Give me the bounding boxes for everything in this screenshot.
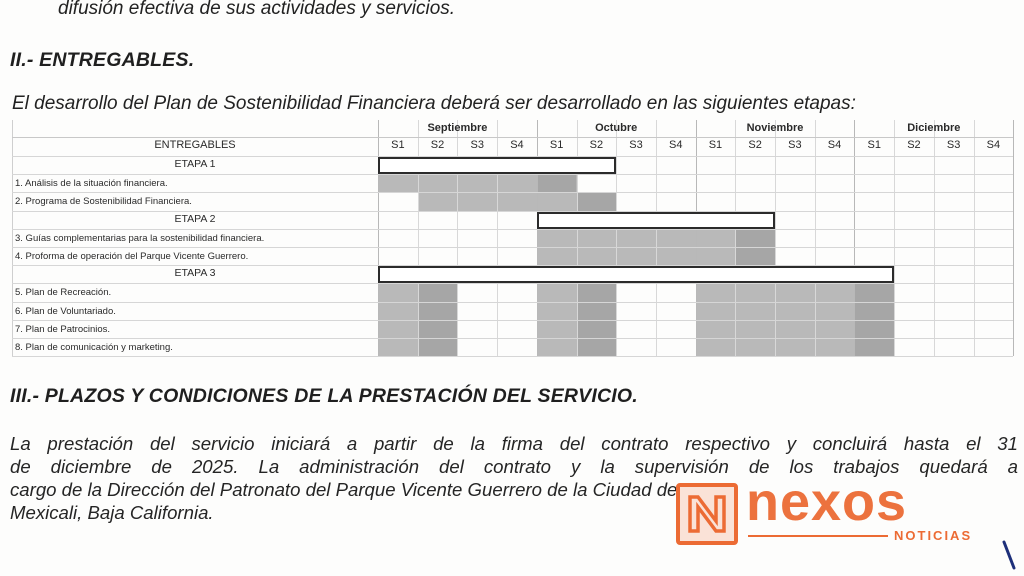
paragraph-line: de diciembre de 2025. La administración del contrato y la supervisión de los trabajos quedará a [10, 456, 1018, 477]
week-header: S4 [986, 139, 1001, 151]
intro-sentence: El desarrollo del Plan de Sostenibilidad Financiera deberá ser desarrollado en las siguientes etapas: [12, 93, 856, 114]
week-header: S4 [827, 139, 842, 151]
task-bar-end [577, 338, 617, 357]
deliverable-label: 8. Plan de comunicación y marketing. [15, 342, 173, 353]
grid-line [12, 192, 1013, 193]
nexos-watermark-logo [676, 472, 982, 547]
grid-line [12, 320, 1013, 321]
task-bar-end [854, 302, 894, 321]
task-bar-end [735, 229, 775, 248]
week-header: S1 [391, 139, 405, 151]
month-header: Diciembre [907, 122, 961, 134]
grid-line [12, 137, 1013, 138]
stage-bar [378, 266, 894, 283]
task-bar-end [735, 247, 775, 266]
grid-line [1013, 120, 1014, 356]
grid-line [12, 229, 1013, 230]
task-bar-end [418, 302, 458, 321]
deliverable-label: 2. Programa de Sostenibilidad Financiera. [15, 196, 192, 208]
logo-rule [748, 535, 888, 537]
deliverable-label: 5. Plan de Recreación. [15, 287, 112, 299]
grid-line [12, 338, 1013, 339]
grid-line [12, 211, 1013, 212]
task-bar-end [577, 192, 617, 211]
week-header: S1 [867, 139, 881, 151]
deliverable-label: 7. Plan de Patrocinios. [15, 323, 111, 335]
grid-line [12, 247, 1013, 248]
month-header: Septiembre [427, 122, 488, 134]
grid-line [12, 283, 1013, 284]
task-bar-end [537, 174, 577, 193]
section-heading-plazos: III.- PLAZOS Y CONDICIONES DE LA PRESTACIÓN DEL SERVICIO. [10, 385, 638, 407]
task-bar-end [854, 338, 894, 357]
stage-bar [537, 212, 775, 229]
pen-stroke-mark [1000, 540, 1020, 570]
week-header: S2 [589, 139, 604, 151]
task-bar-end [854, 283, 894, 302]
grid-line [12, 356, 1013, 357]
task-bar-end [418, 320, 458, 339]
month-header: Octubre [595, 122, 638, 134]
paragraph-line: La prestación del servicio iniciará a partir de la firma del contrato respectivo y concluirá hasta el 31 [10, 433, 1018, 454]
task-bar-end [577, 320, 617, 339]
week-header: S4 [669, 139, 683, 151]
week-header: S3 [629, 139, 643, 151]
nexos-n-icon [676, 483, 738, 545]
task-bar-end [577, 283, 617, 302]
week-header: S4 [510, 139, 524, 151]
deliverable-label: 6. Plan de Voluntariado. [15, 305, 116, 317]
week-header: S1 [708, 139, 723, 151]
nexos-subtitle: NOTICIAS [894, 528, 973, 543]
week-header: S2 [907, 139, 921, 151]
nexos-wordmark: nexos [746, 472, 908, 532]
deliverable-label: 1. Análisis de la situación financiera. [15, 178, 168, 190]
week-header: S3 [788, 139, 802, 151]
section-heading-entregables: II.- ENTREGABLES. [10, 49, 195, 71]
grid-line [12, 302, 1013, 303]
grid-line [12, 174, 1013, 175]
task-bar-end [577, 302, 617, 321]
column-header-label: ENTREGABLES [154, 139, 236, 151]
stage-label: ETAPA 2 [174, 212, 216, 225]
week-header: S1 [549, 139, 564, 151]
previous-paragraph-tail: difusión efectiva de sus actividades y servicios. [58, 0, 456, 19]
week-header: S2 [748, 139, 762, 151]
week-header: S2 [430, 139, 445, 151]
task-bar-end [854, 320, 894, 339]
stage-label: ETAPA 3 [174, 267, 216, 280]
gantt-table [12, 120, 1016, 356]
deliverable-label: 3. Guías complementarias para la sostenibilidad financiera. [15, 232, 265, 244]
paragraph-line: cargo de la Dirección del Patronato del Parque Vicente Guerrero de la Ciudad de [10, 479, 678, 500]
task-bar-end [418, 283, 458, 302]
task-bar-end [418, 338, 458, 357]
stage-bar [378, 157, 616, 174]
paragraph-line: Mexicali, Baja California. [10, 502, 214, 523]
deliverable-label: 4. Proforma de operación del Parque Vicente Guerrero. [15, 251, 249, 262]
week-header: S3 [946, 139, 961, 151]
month-header: Noviembre [746, 122, 804, 134]
stage-label: ETAPA 1 [174, 158, 216, 170]
week-header: S3 [470, 139, 484, 151]
